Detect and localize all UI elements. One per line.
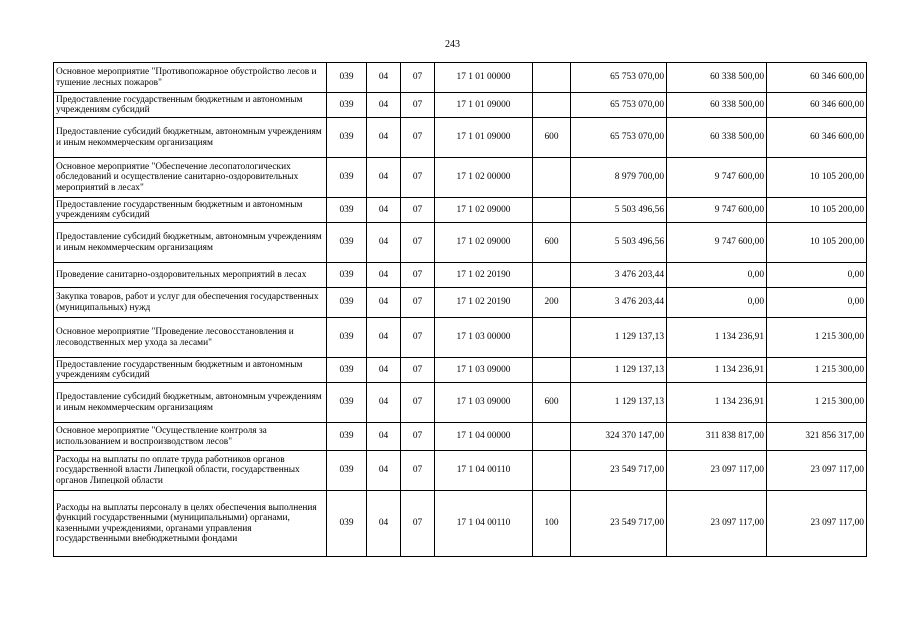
table-row [54, 423, 867, 451]
row-amount-year1: 5 503 496,56 [571, 198, 667, 223]
table-row [54, 318, 867, 358]
row-amount-year3: 321 856 317,00 [767, 423, 867, 451]
row-ved-code: 039 [327, 383, 367, 423]
row-subsection-code: 07 [401, 198, 435, 223]
row-target-article: 17 1 03 09000 [435, 383, 533, 423]
row-ved-code: 039 [327, 491, 367, 557]
row-subsection-code: 07 [401, 263, 435, 288]
row-expense-type [533, 451, 571, 491]
row-name: Основное мероприятие "Противопожарное обустройство лесов и тушение лесных пожаров" [54, 63, 327, 93]
row-expense-type: 600 [533, 223, 571, 263]
row-amount-year1: 5 503 496,56 [571, 223, 667, 263]
row-amount-year2: 1 134 236,91 [667, 358, 767, 383]
table-row [54, 63, 867, 93]
row-amount-year1: 65 753 070,00 [571, 93, 667, 118]
row-amount-year1: 23 549 717,00 [571, 491, 667, 557]
row-amount-year3: 0,00 [767, 263, 867, 288]
row-section-code: 04 [367, 93, 401, 118]
row-target-article: 17 1 04 00000 [435, 423, 533, 451]
row-target-article: 17 1 02 09000 [435, 198, 533, 223]
row-target-article: 17 1 04 00110 [435, 491, 533, 557]
row-amount-year1: 65 753 070,00 [571, 118, 667, 158]
budget-table [53, 62, 867, 557]
row-amount-year3: 1 215 300,00 [767, 383, 867, 423]
row-expense-type: 200 [533, 288, 571, 318]
row-amount-year2: 60 338 500,00 [667, 63, 767, 93]
table-row [54, 383, 867, 423]
row-target-article: 17 1 01 00000 [435, 63, 533, 93]
row-target-article: 17 1 03 09000 [435, 358, 533, 383]
row-amount-year3: 0,00 [767, 288, 867, 318]
row-amount-year1: 3 476 203,44 [571, 288, 667, 318]
row-amount-year2: 1 134 236,91 [667, 318, 767, 358]
row-amount-year2: 60 338 500,00 [667, 118, 767, 158]
row-subsection-code: 07 [401, 423, 435, 451]
row-amount-year1: 1 129 137,13 [571, 383, 667, 423]
row-subsection-code: 07 [401, 491, 435, 557]
row-amount-year1: 23 549 717,00 [571, 451, 667, 491]
row-amount-year3: 1 215 300,00 [767, 358, 867, 383]
row-amount-year2: 9 747 600,00 [667, 158, 767, 198]
row-amount-year3: 23 097 117,00 [767, 491, 867, 557]
row-target-article: 17 1 02 00000 [435, 158, 533, 198]
row-name: Предоставление субсидий бюджетным, автономным учреждениям и иным некоммерческим организациям [54, 383, 327, 423]
row-ved-code: 039 [327, 223, 367, 263]
row-amount-year2: 0,00 [667, 263, 767, 288]
row-amount-year2: 9 747 600,00 [667, 223, 767, 263]
row-section-code: 04 [367, 118, 401, 158]
row-name: Предоставление государственным бюджетным и автономным учреждениям субсидий [54, 198, 327, 223]
row-amount-year1: 1 129 137,13 [571, 318, 667, 358]
row-subsection-code: 07 [401, 358, 435, 383]
row-section-code: 04 [367, 223, 401, 263]
row-amount-year3: 10 105 200,00 [767, 198, 867, 223]
row-subsection-code: 07 [401, 93, 435, 118]
table-row [54, 118, 867, 158]
row-amount-year1: 324 370 147,00 [571, 423, 667, 451]
row-name: Закупка товаров, работ и услуг для обеспечения государственных (муниципальных) нужд [54, 288, 327, 318]
row-amount-year1: 3 476 203,44 [571, 263, 667, 288]
table-row [54, 223, 867, 263]
row-section-code: 04 [367, 491, 401, 557]
row-section-code: 04 [367, 423, 401, 451]
row-expense-type [533, 63, 571, 93]
row-amount-year2: 0,00 [667, 288, 767, 318]
row-section-code: 04 [367, 383, 401, 423]
row-subsection-code: 07 [401, 118, 435, 158]
row-amount-year2: 23 097 117,00 [667, 451, 767, 491]
row-amount-year3: 60 346 600,00 [767, 93, 867, 118]
row-expense-type [533, 358, 571, 383]
row-amount-year3: 23 097 117,00 [767, 451, 867, 491]
row-name: Основное мероприятие "Проведение лесовосстановления и лесоводственных мер ухода за лесами" [54, 318, 327, 358]
row-target-article: 17 1 01 09000 [435, 93, 533, 118]
row-ved-code: 039 [327, 288, 367, 318]
row-expense-type [533, 263, 571, 288]
row-section-code: 04 [367, 318, 401, 358]
row-amount-year2: 9 747 600,00 [667, 198, 767, 223]
table-row [54, 451, 867, 491]
row-section-code: 04 [367, 63, 401, 93]
row-target-article: 17 1 02 09000 [435, 223, 533, 263]
row-amount-year2: 311 838 817,00 [667, 423, 767, 451]
row-expense-type [533, 93, 571, 118]
row-name: Предоставление государственным бюджетным и автономным учреждениям субсидий [54, 93, 327, 118]
row-ved-code: 039 [327, 198, 367, 223]
row-subsection-code: 07 [401, 223, 435, 263]
row-amount-year1: 65 753 070,00 [571, 63, 667, 93]
row-expense-type: 600 [533, 118, 571, 158]
row-expense-type: 600 [533, 383, 571, 423]
row-amount-year3: 10 105 200,00 [767, 158, 867, 198]
table-row [54, 358, 867, 383]
table-row [54, 263, 867, 288]
row-name: Предоставление субсидий бюджетным, автономным учреждениям и иным некоммерческим организациям [54, 223, 327, 263]
row-expense-type [533, 318, 571, 358]
row-subsection-code: 07 [401, 288, 435, 318]
table-row [54, 198, 867, 223]
row-amount-year3: 60 346 600,00 [767, 118, 867, 158]
row-target-article: 17 1 04 00110 [435, 451, 533, 491]
row-ved-code: 039 [327, 451, 367, 491]
page-number: 243 [445, 39, 460, 50]
row-amount-year2: 60 338 500,00 [667, 93, 767, 118]
row-amount-year3: 1 215 300,00 [767, 318, 867, 358]
row-ved-code: 039 [327, 263, 367, 288]
row-amount-year1: 1 129 137,13 [571, 358, 667, 383]
row-name: Расходы на выплаты по оплате труда работников органов государственной власти Липецкой области, государственных органов Липецкой области [54, 451, 327, 491]
row-ved-code: 039 [327, 158, 367, 198]
row-expense-type [533, 198, 571, 223]
row-subsection-code: 07 [401, 383, 435, 423]
row-subsection-code: 07 [401, 318, 435, 358]
row-ved-code: 039 [327, 318, 367, 358]
row-section-code: 04 [367, 198, 401, 223]
row-amount-year1: 8 979 700,00 [571, 158, 667, 198]
row-ved-code: 039 [327, 358, 367, 383]
row-expense-type [533, 158, 571, 198]
row-name: Проведение санитарно-оздоровительных мероприятий в лесах [54, 263, 327, 288]
row-section-code: 04 [367, 358, 401, 383]
row-target-article: 17 1 01 09000 [435, 118, 533, 158]
row-amount-year2: 23 097 117,00 [667, 491, 767, 557]
row-section-code: 04 [367, 451, 401, 491]
row-name: Расходы на выплаты персоналу в целях обеспечения выполнения функций государственными (муниципальными) органами, казенными учреждениями, органами управления государственными внебюджетными фондами [54, 491, 327, 557]
row-name: Предоставление государственным бюджетным и автономным учреждениям субсидий [54, 358, 327, 383]
row-name: Основное мероприятие "Обеспечение лесопатологических обследований и осуществление санитарно-оздоровительных мероприятий в лесах" [54, 158, 327, 198]
row-name: Основное мероприятие "Осуществление контроля за использованием и воспроизводством лесов" [54, 423, 327, 451]
table-row [54, 93, 867, 118]
row-target-article: 17 1 02 20190 [435, 263, 533, 288]
row-amount-year3: 10 105 200,00 [767, 223, 867, 263]
row-ved-code: 039 [327, 63, 367, 93]
row-expense-type [533, 423, 571, 451]
row-section-code: 04 [367, 158, 401, 198]
row-target-article: 17 1 03 00000 [435, 318, 533, 358]
row-section-code: 04 [367, 263, 401, 288]
row-target-article: 17 1 02 20190 [435, 288, 533, 318]
table-row [54, 158, 867, 198]
row-subsection-code: 07 [401, 63, 435, 93]
table-row [54, 491, 867, 557]
row-subsection-code: 07 [401, 451, 435, 491]
table-row [54, 288, 867, 318]
row-ved-code: 039 [327, 93, 367, 118]
row-subsection-code: 07 [401, 158, 435, 198]
row-name: Предоставление субсидий бюджетным, автономным учреждениям и иным некоммерческим организациям [54, 118, 327, 158]
row-amount-year3: 60 346 600,00 [767, 63, 867, 93]
row-ved-code: 039 [327, 118, 367, 158]
row-amount-year2: 1 134 236,91 [667, 383, 767, 423]
row-expense-type: 100 [533, 491, 571, 557]
row-ved-code: 039 [327, 423, 367, 451]
row-section-code: 04 [367, 288, 401, 318]
